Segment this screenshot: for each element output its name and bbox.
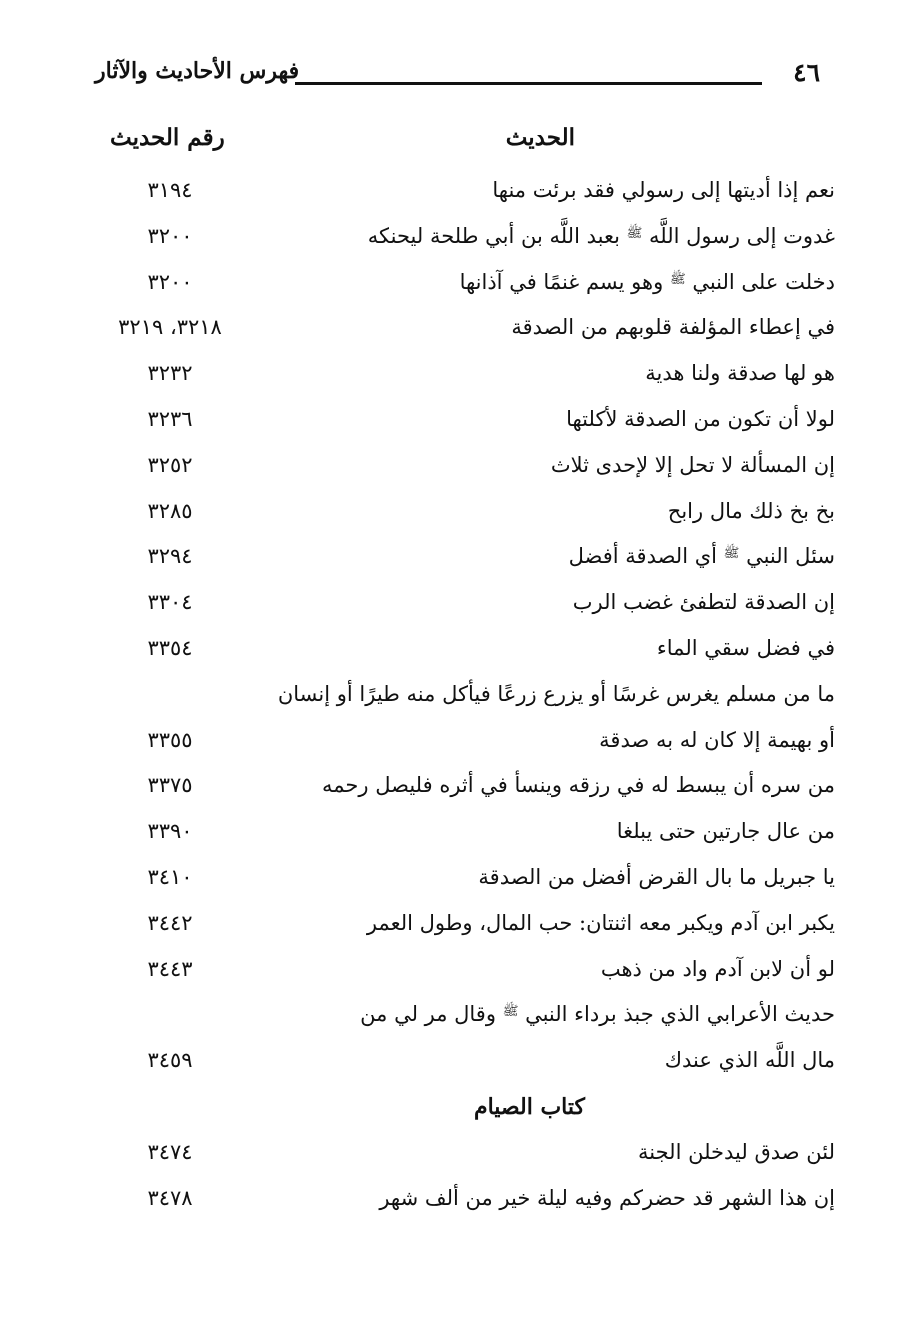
hadith-text-part: إن الصدقة لتطفئ غضب الرب bbox=[572, 590, 835, 615]
hadith-text-part: أي الصدقة أفضل bbox=[568, 544, 717, 569]
hadith-number: ٣٤٤٣ bbox=[147, 956, 193, 981]
hadith-number: ٣٣٩٠ bbox=[147, 819, 193, 844]
number-column-heading: رقم الحديث bbox=[110, 124, 225, 151]
hadith-text-part: لو أن لابن آدم واد من ذهب bbox=[600, 956, 835, 981]
hadith-text-part: دخلت على النبي bbox=[692, 269, 835, 294]
index-row bbox=[95, 309, 835, 355]
hadith-text-part: حديث الأعرابي الذي جبذ برداء النبي bbox=[525, 1002, 835, 1027]
hadith-text-part: وهو يسم غنمًا في آذانها bbox=[459, 269, 664, 294]
hadith-text-part: لئن صدق ليدخلن الجنة bbox=[638, 1139, 835, 1164]
index-row bbox=[95, 676, 835, 722]
index-row bbox=[95, 859, 835, 905]
section-heading bbox=[474, 1094, 585, 1120]
index-row bbox=[95, 447, 835, 493]
hadith-text bbox=[322, 773, 835, 797]
hadith-text bbox=[379, 1186, 835, 1210]
header-rule bbox=[295, 82, 762, 85]
index-row bbox=[95, 538, 835, 584]
hadith-text-part: يكبر ابن آدم ويكبر معه اثنتان: حب المال، وطول العمر bbox=[366, 910, 835, 935]
page-number: ٤٦ bbox=[793, 58, 820, 87]
hadith-text bbox=[368, 224, 835, 248]
index-row bbox=[95, 996, 835, 1042]
running-title: فهرس الأحاديث والآثار bbox=[95, 58, 300, 84]
index-row bbox=[95, 584, 835, 630]
salawat-glyph-icon: ﷺ bbox=[723, 546, 740, 562]
hadith-text-part: إن المسألة لا تحل إلا لإحدى ثلاث bbox=[550, 452, 835, 477]
hadith-text bbox=[460, 270, 835, 294]
hadith-text bbox=[638, 1140, 835, 1164]
hadith-text-part: كتاب الصيام bbox=[473, 1093, 585, 1120]
hadith-text-part: إن هذا الشهر قد حضركم وفيه ليلة خير من ألف شهر bbox=[379, 1185, 835, 1210]
hadith-text bbox=[566, 407, 835, 431]
hadith-text-part: مال اللَّه الذي عندك bbox=[664, 1048, 835, 1073]
hadith-number: ٣١٩٤ bbox=[147, 178, 193, 202]
hadith-text-part: غدوت إلى رسول اللَّه bbox=[649, 223, 835, 248]
index-row bbox=[95, 218, 835, 264]
hadith-text-part: نعم إذا أديتها إلى رسولي فقد برئت منها bbox=[492, 178, 835, 202]
salawat-glyph-icon: ﷺ bbox=[502, 1004, 519, 1020]
hadith-number: ٣٤٧٨ bbox=[147, 1185, 193, 1210]
index-row bbox=[95, 401, 835, 447]
hadith-number: ٣٣٥٤ bbox=[147, 635, 193, 660]
hadith-number: ٣٢٠٠ bbox=[147, 269, 193, 294]
hadith-text-part: بخ بخ ذلك مال رابح bbox=[667, 498, 835, 523]
hadith-text bbox=[657, 636, 835, 660]
section-heading-row bbox=[95, 1088, 835, 1134]
hadith-text bbox=[599, 728, 835, 752]
hadith-text-part: في إعطاء المؤلفة قلوبهم من الصدقة bbox=[511, 315, 835, 340]
hadith-number: ٣٢٠٠ bbox=[147, 223, 193, 248]
hadith-text-part: لولا أن تكون من الصدقة لأكلتها bbox=[566, 406, 835, 431]
running-header bbox=[95, 58, 820, 98]
index-row bbox=[95, 1180, 835, 1226]
hadith-text-part: من سره أن يبسط له في رزقه وينسأ في أثره فليصل رحمه bbox=[322, 773, 835, 798]
index-row bbox=[95, 1134, 835, 1180]
hadith-text-part: يا جبريل ما بال القرض أفضل من الصدقة bbox=[478, 864, 835, 889]
hadith-text bbox=[665, 1048, 835, 1072]
index-row bbox=[95, 264, 835, 310]
hadith-text-part: هو لها صدقة ولنا هدية bbox=[645, 361, 835, 386]
hadith-number: ٣٢٥٢ bbox=[147, 452, 193, 477]
hadith-text-part: أو بهيمة إلا كان له به صدقة bbox=[599, 727, 835, 752]
hadith-number: ٣٣٥٥ bbox=[147, 727, 193, 752]
index-row bbox=[95, 493, 835, 539]
index-row bbox=[95, 630, 835, 676]
index-row bbox=[95, 1042, 835, 1088]
hadith-text-part: من عال جارتين حتى يبلغا bbox=[616, 819, 835, 844]
index-row bbox=[95, 905, 835, 951]
hadith-number: ٣٤٤٢ bbox=[147, 910, 193, 935]
hadith-text bbox=[668, 499, 835, 523]
hadith-text bbox=[569, 544, 835, 568]
hadith-number: ٣٤٧٤ bbox=[147, 1139, 193, 1164]
hadith-number: ٣٢٩٤ bbox=[147, 544, 193, 569]
hadith-text bbox=[601, 957, 835, 981]
hadith-text-part: بعبد اللَّه بن أبي طلحة ليحنكه bbox=[367, 223, 620, 248]
index-row bbox=[95, 172, 835, 218]
hadith-text-part: في فضل سقي الماء bbox=[656, 635, 835, 660]
hadith-number: ٣٢١٨، ٣٢١٩ bbox=[118, 315, 222, 340]
index-row bbox=[95, 951, 835, 997]
hadith-number: ٣٤١٠ bbox=[147, 864, 193, 889]
index-row bbox=[95, 355, 835, 401]
hadith-column-heading: الحديث bbox=[505, 124, 575, 151]
hadith-text bbox=[617, 819, 835, 843]
hadith-number: ٣٢٣٦ bbox=[147, 406, 193, 431]
hadith-text bbox=[478, 865, 835, 889]
hadith-text-part: سئل النبي bbox=[746, 544, 835, 569]
hadith-text bbox=[551, 453, 835, 477]
salawat-glyph-icon: ﷺ bbox=[626, 225, 643, 241]
hadith-text-part: ما من مسلم يغرس غرسًا أو يزرع زرعًا فيأكل منه طيرًا أو إنسان bbox=[277, 681, 835, 706]
hadith-text bbox=[511, 315, 835, 339]
hadith-text bbox=[278, 682, 835, 706]
hadith-text bbox=[367, 911, 835, 935]
column-headings bbox=[110, 124, 830, 164]
hadith-number: ٣٣٧٥ bbox=[147, 773, 193, 798]
hadith-text bbox=[360, 1002, 835, 1026]
hadith-number: ٣٣٠٤ bbox=[147, 590, 193, 615]
salawat-glyph-icon: ﷺ bbox=[669, 271, 686, 287]
index-row bbox=[95, 813, 835, 859]
hadith-text bbox=[573, 590, 835, 614]
hadith-text bbox=[492, 178, 835, 202]
hadith-text-part: وقال مر لي من bbox=[360, 1002, 496, 1027]
hadith-number: ٣٢٨٥ bbox=[147, 498, 193, 523]
index-row bbox=[95, 767, 835, 813]
index-row bbox=[95, 722, 835, 768]
hadith-index-list bbox=[95, 172, 835, 1225]
hadith-text bbox=[645, 361, 835, 385]
hadith-number: ٣٢٣٢ bbox=[147, 361, 193, 386]
hadith-number: ٣٤٥٩ bbox=[147, 1048, 193, 1073]
